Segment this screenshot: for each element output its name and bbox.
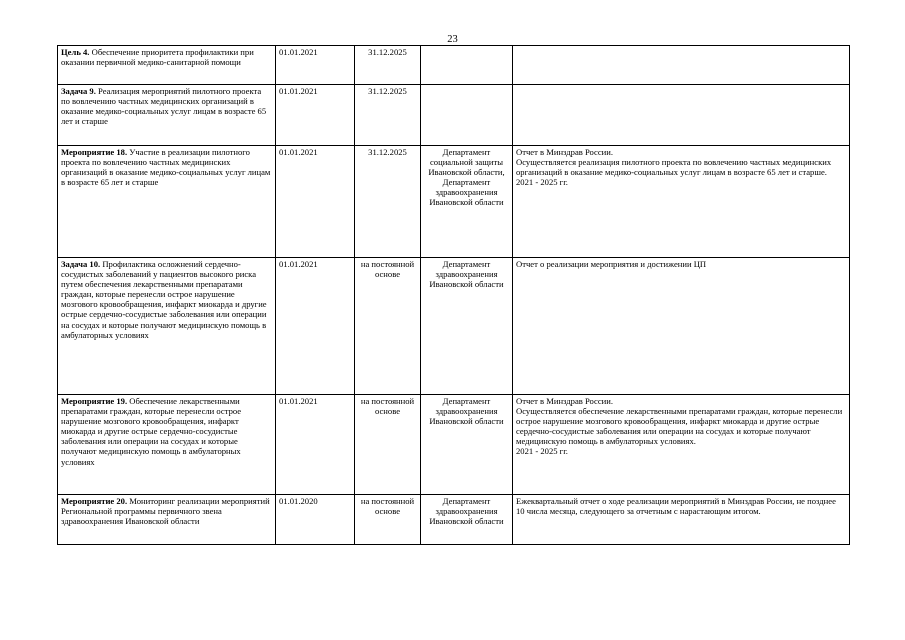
table-row bbox=[58, 85, 850, 146]
activity-prefix: Цель 4. bbox=[61, 47, 90, 57]
result-line: Осуществляется реализация пилотного проекта по вовлечению частных медицинских организаций в оказание медико-социальных услуг лицам в возрасте 65 лет и старше. bbox=[516, 157, 832, 178]
result-line: Отчет о реализации мероприятия и достижении ЦП bbox=[516, 259, 707, 269]
result-cell bbox=[513, 146, 850, 258]
start-date-cell: 01.01.2021 bbox=[276, 258, 355, 395]
activity-name-cell bbox=[58, 146, 276, 258]
table-row bbox=[58, 146, 850, 258]
executor-cell: Департамент здравоохранения Ивановской области bbox=[421, 495, 513, 545]
executor-cell bbox=[421, 85, 513, 146]
activity-name-cell bbox=[58, 258, 276, 395]
executor-cell: Департамент здравоохранения Ивановской области bbox=[421, 395, 513, 495]
activity-text: Обеспечение лекарственными препаратами граждан, которые перенесли острое нарушение мозгового кровообращения, инфаркт миокарда и другие острые сердечно-сосудистые заболевания или операции на сосудах и которые получают медицинскую помощь в амбулаторных условиях bbox=[61, 396, 242, 467]
activity-prefix: Мероприятие 19. bbox=[61, 396, 128, 406]
result-cell bbox=[513, 495, 850, 545]
activity-name-cell bbox=[58, 85, 276, 146]
plan-table bbox=[57, 45, 850, 545]
result-line: Осуществляется обеспечение лекарственными препаратами граждан, которые перенесли острое нарушение мозгового кровообращения, инфаркт миокарда и другие острые сердечно-сосудистые заболевания или операции на сосудах и которые получают медицинскую помощь в амбулаторных условиях. bbox=[516, 406, 843, 447]
table-row bbox=[58, 395, 850, 495]
end-date-cell: на постоянной основе bbox=[355, 495, 421, 545]
result-line: 2021 - 2025 гг. bbox=[516, 446, 568, 457]
start-date-cell: 01.01.2020 bbox=[276, 495, 355, 545]
result-line: Отчет в Минздрав России. bbox=[516, 396, 614, 406]
activity-text: Профилактика осложнений сердечно-сосудистых заболеваний у пациентов высокого риска путем обеспечения лекарственными препаратами граждан, которые перенесли острое нарушение мозгового кровообращения, инфаркт миокарда и другие острые сердечно-сосудистые заболевания или операции на сосудах и которые получают медицинскую помощь в амбулаторных условиях bbox=[61, 259, 267, 340]
start-date-cell: 01.01.2021 bbox=[276, 46, 355, 85]
result-line: Отчет в Минздрав России. bbox=[516, 147, 614, 157]
end-date-cell: 31.12.2025 bbox=[355, 85, 421, 146]
table-row bbox=[58, 46, 850, 85]
end-date-cell: 31.12.2025 bbox=[355, 146, 421, 258]
activity-prefix: Задача 10. bbox=[61, 259, 101, 269]
start-date-cell: 01.01.2021 bbox=[276, 146, 355, 258]
result-cell bbox=[513, 395, 850, 495]
activity-prefix: Задача 9. bbox=[61, 86, 96, 96]
page-number: 23 bbox=[447, 34, 458, 45]
activity-text: Участие в реализации пилотного проекта по вовлечению частных медицинских организаций в оказание медико-социальных услуг лицам в возрасте 65 лет и старше bbox=[61, 147, 271, 188]
result-line: 2021 - 2025 гг. bbox=[516, 177, 568, 188]
activity-text: Мониторинг реализации мероприятий Региональной программы первичного звена здравоохранения Ивановской области bbox=[61, 496, 270, 527]
activity-name-cell bbox=[58, 46, 276, 85]
result-cell bbox=[513, 46, 850, 85]
executor-cell: Департамент социальной защиты Ивановской области, Департамент здравоохранения Ивановской области bbox=[421, 146, 513, 258]
end-date-cell: 31.12.2025 bbox=[355, 46, 421, 85]
end-date-cell: на постоянной основе bbox=[355, 395, 421, 495]
activity-name-cell bbox=[58, 395, 276, 495]
activity-prefix: Мероприятие 20. bbox=[61, 496, 128, 506]
end-date-cell: на постоянной основе bbox=[355, 258, 421, 395]
executor-cell: Департамент здравоохранения Ивановской области bbox=[421, 258, 513, 395]
activity-prefix: Мероприятие 18. bbox=[61, 147, 128, 157]
table-row bbox=[58, 258, 850, 395]
activity-text: Реализация мероприятий пилотного проекта по вовлечению частных медицинских организаций в оказание медико-социальных услуг лицам в возрасте 65 лет и старше bbox=[61, 86, 267, 127]
executor-cell bbox=[421, 46, 513, 85]
activity-name-cell bbox=[58, 495, 276, 545]
table-row bbox=[58, 495, 850, 545]
result-line: Ежеквартальный отчет о ходе реализации мероприятий в Минздрав России, не позднее 10 числа месяца, следующего за отчетным с нарастающим итогом. bbox=[516, 496, 836, 517]
start-date-cell: 01.01.2021 bbox=[276, 85, 355, 146]
activity-text: Обеспечение приоритета профилактики при оказании первичной медико-санитарной помощи bbox=[61, 47, 254, 68]
result-cell bbox=[513, 85, 850, 146]
start-date-cell: 01.01.2021 bbox=[276, 395, 355, 495]
result-cell bbox=[513, 258, 850, 395]
